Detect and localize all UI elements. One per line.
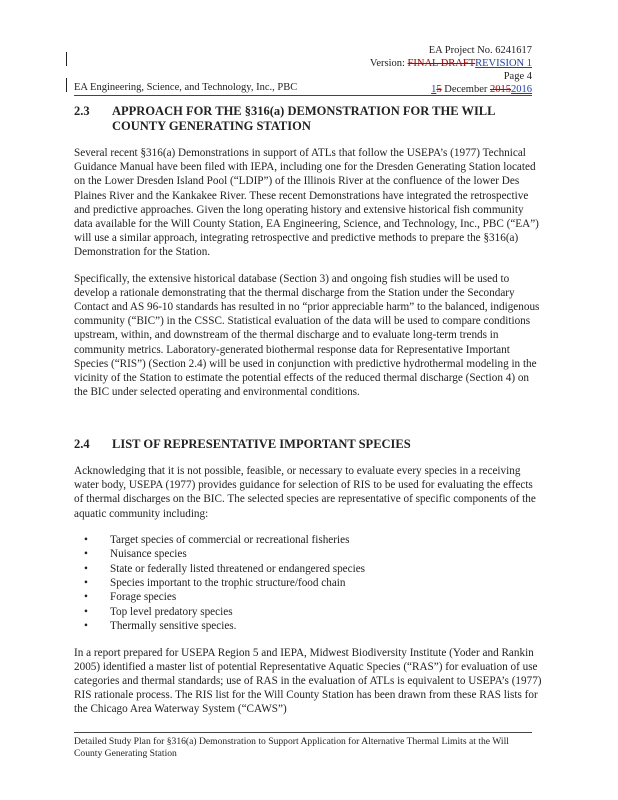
list-item: • Species important to the trophic structure/food chain (84, 577, 346, 590)
running-header (370, 44, 532, 96)
section-2-4 (74, 437, 544, 717)
header-rule (74, 95, 532, 96)
section-heading: 2.3 APPROACH FOR THE §316(a) DEMONSTRATION FOR THE WILL COUNTY GENERATING STATION (74, 104, 495, 133)
list-item: • Top level predatory species (84, 605, 233, 618)
paragraph: In a report prepared for USEPA Region 5 and IEPA, Midwest Biodiversity Institute (Yoder and Rankin 2005) identified a master list of potential Representative Aquatic Species (“RAS”) for evaluation of use categories and thermal standards; use of RAS in the evaluation of ATLs is equivalent to USEPA’s (1977) RIS rationale process. The RIS list for the Will County Station has been drawn from these RAS lists for the Chicago Area Waterway System (“CAWS”) (74, 646, 542, 716)
section-2-3 (74, 104, 544, 399)
paragraph: Specifically, the extensive historical database (Section 3) and ongoing fish studies will be used to develop a rationale demonstrating that the thermal discharge from the Station under the Secondary Contact and AS 96-10 standards has resulted in no “prior appreciable harm” to the balanced, indigenous community (“BIC”) in the CSSC. Statistical evaluation of the data will be used to compare conditions upstream, within, and downstream of the thermal discharge and to evaluate long-term trends in community metrics. Laboratory-generated biothermal response data for Representative Important Species (“RIS”) (Section 2.4) will be used in conjunction with predictive hydrothermal modeling in the vicinity of the Station to estimate the potential effects of the reduced thermal discharge (Section 4) on the BIC under selected operating and environmental conditions. (74, 272, 540, 399)
list-item: • Forage species (84, 591, 177, 604)
running-footer: Detailed Study Plan for §316(a) Demonstration to Support Application for Alternative Thermal Limits at the Will County Generating Station (74, 736, 509, 759)
paragraph: Acknowledging that it is not possible, feasible, or necessary to evaluate every species in a receiving water body, USEPA (1977) provides guidance for selection of RIS to be used for evaluating the effects of thermal discharges on the BIC. The selected species are representative of specific components of the aquatic community including: (74, 465, 536, 520)
version-deleted: FINAL DRAFT (407, 58, 476, 69)
project-number: EA Project No. 6241617 (428, 45, 532, 56)
list-item: • Nuisance species (84, 548, 187, 561)
species-list (74, 533, 544, 634)
date-line: 15 December 20152016 (431, 84, 532, 95)
list-item: • State or federally listed threatened or endangered species (84, 562, 366, 575)
company-name: EA Engineering, Science, and Technology, Inc., PBC (74, 82, 298, 93)
change-bar-version (66, 52, 67, 66)
page-number: Page 4 (503, 71, 532, 82)
paragraph: Several recent §316(a) Demonstrations in support of ATLs that follow the USEPA’s (1977) Technical Guidance Manual have been filed with IEPA, including one for the Dresden Generating Station located on the Lower Dresden Island Pool (“LDIP”) of the Illinois River at the confluence of the lower Des Plaines River and the Kankakee River. These recent Demonstrations have integrated the retrospective and predictive approaches. Given the long operating history and extensive historical fish community data available for the Will County Station, EA Engineering, Science, and Technology, Inc., PBC (“EA”) will use a similar approach, integrating retrospective and predictive methods to prepare the §316(a) Demonstration for the Station. (74, 147, 539, 259)
version-line: Version: FINAL DRAFTREVISION 1 (369, 58, 532, 69)
change-bar-date (66, 78, 67, 92)
list-item: • Target species of commercial or recreational fisheries (84, 533, 350, 546)
footer-rule (74, 732, 532, 733)
version-inserted: REVISION 1 (475, 58, 532, 69)
section-heading: 2.4 LIST OF REPRESENTATIVE IMPORTANT SPECIES (74, 437, 411, 451)
list-item: • Thermally sensitive species. (84, 620, 237, 633)
